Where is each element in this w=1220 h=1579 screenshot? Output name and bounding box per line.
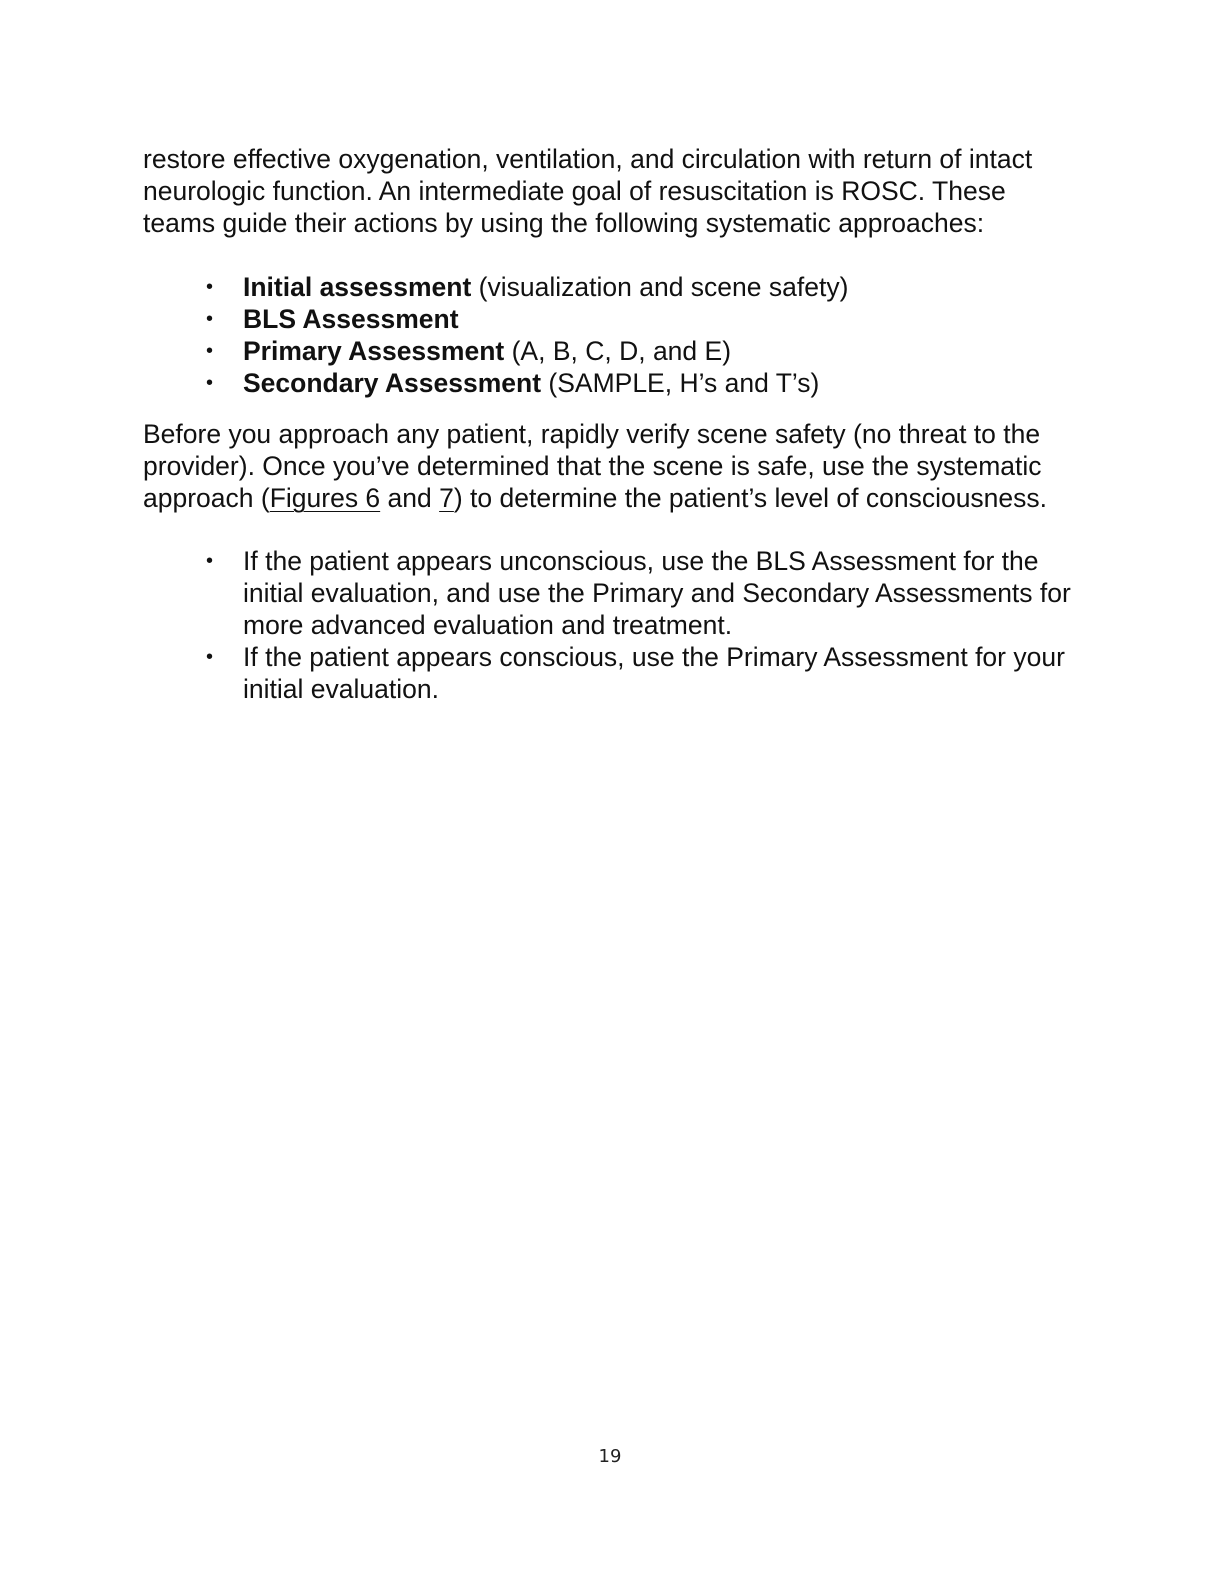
list-item — [143, 303, 1073, 335]
scene-text-before: Before you approach any patient, rapidly verify scene safety (no threat to the provider). Once you’ve determined that the scene is safe, use the systematic approach ( — [143, 419, 1042, 513]
page-number: 19 — [598, 1446, 622, 1467]
consciousness-list — [143, 545, 1073, 705]
figure-7-link[interactable]: 7 — [439, 483, 454, 513]
bullet-icon: • — [206, 550, 214, 572]
list-item — [143, 545, 1073, 641]
condition-text: If the patient appears unconscious, use the BLS Assessment for the initial evaluation, and use the Primary and Secondary Assessments for more advanced evaluation and treatment. — [243, 546, 1071, 640]
approach-title: Initial assessment — [243, 272, 472, 302]
list-item — [143, 271, 1073, 303]
approach-title: Primary Assessment — [243, 336, 505, 366]
scene-text-mid: and — [380, 483, 440, 513]
bullet-icon: • — [206, 308, 214, 330]
figures-6-link[interactable]: Figures 6 — [269, 483, 381, 513]
scene-text-after: ) to determine the patient’s level of consciousness. — [453, 483, 1048, 513]
bullet-icon: • — [206, 340, 214, 362]
bullet-icon: • — [206, 646, 214, 668]
list-item — [143, 641, 1073, 705]
approach-detail: (SAMPLE, H’s and T’s) — [541, 368, 820, 398]
bullet-icon: • — [206, 276, 214, 298]
approach-detail: (A, B, C, D, and E) — [504, 336, 732, 366]
list-item — [143, 367, 1073, 399]
intro-paragraph: restore effective oxygenation, ventilation, and circulation with return of intact neurologic function. An intermediate goal of resuscitation is ROSC. These teams guide their actions by using the following systematic approaches: — [143, 144, 1033, 238]
list-item — [143, 335, 1073, 367]
approaches-list — [143, 271, 1073, 399]
bullet-icon: • — [206, 372, 214, 394]
approach-detail: (visualization and scene safety) — [471, 272, 849, 302]
approach-title: BLS Assessment — [243, 304, 459, 334]
condition-text: If the patient appears conscious, use the Primary Assessment for your initial evaluation. — [243, 642, 1065, 704]
scene-safety-paragraph — [143, 418, 1073, 514]
approach-title: Secondary Assessment — [243, 368, 542, 398]
